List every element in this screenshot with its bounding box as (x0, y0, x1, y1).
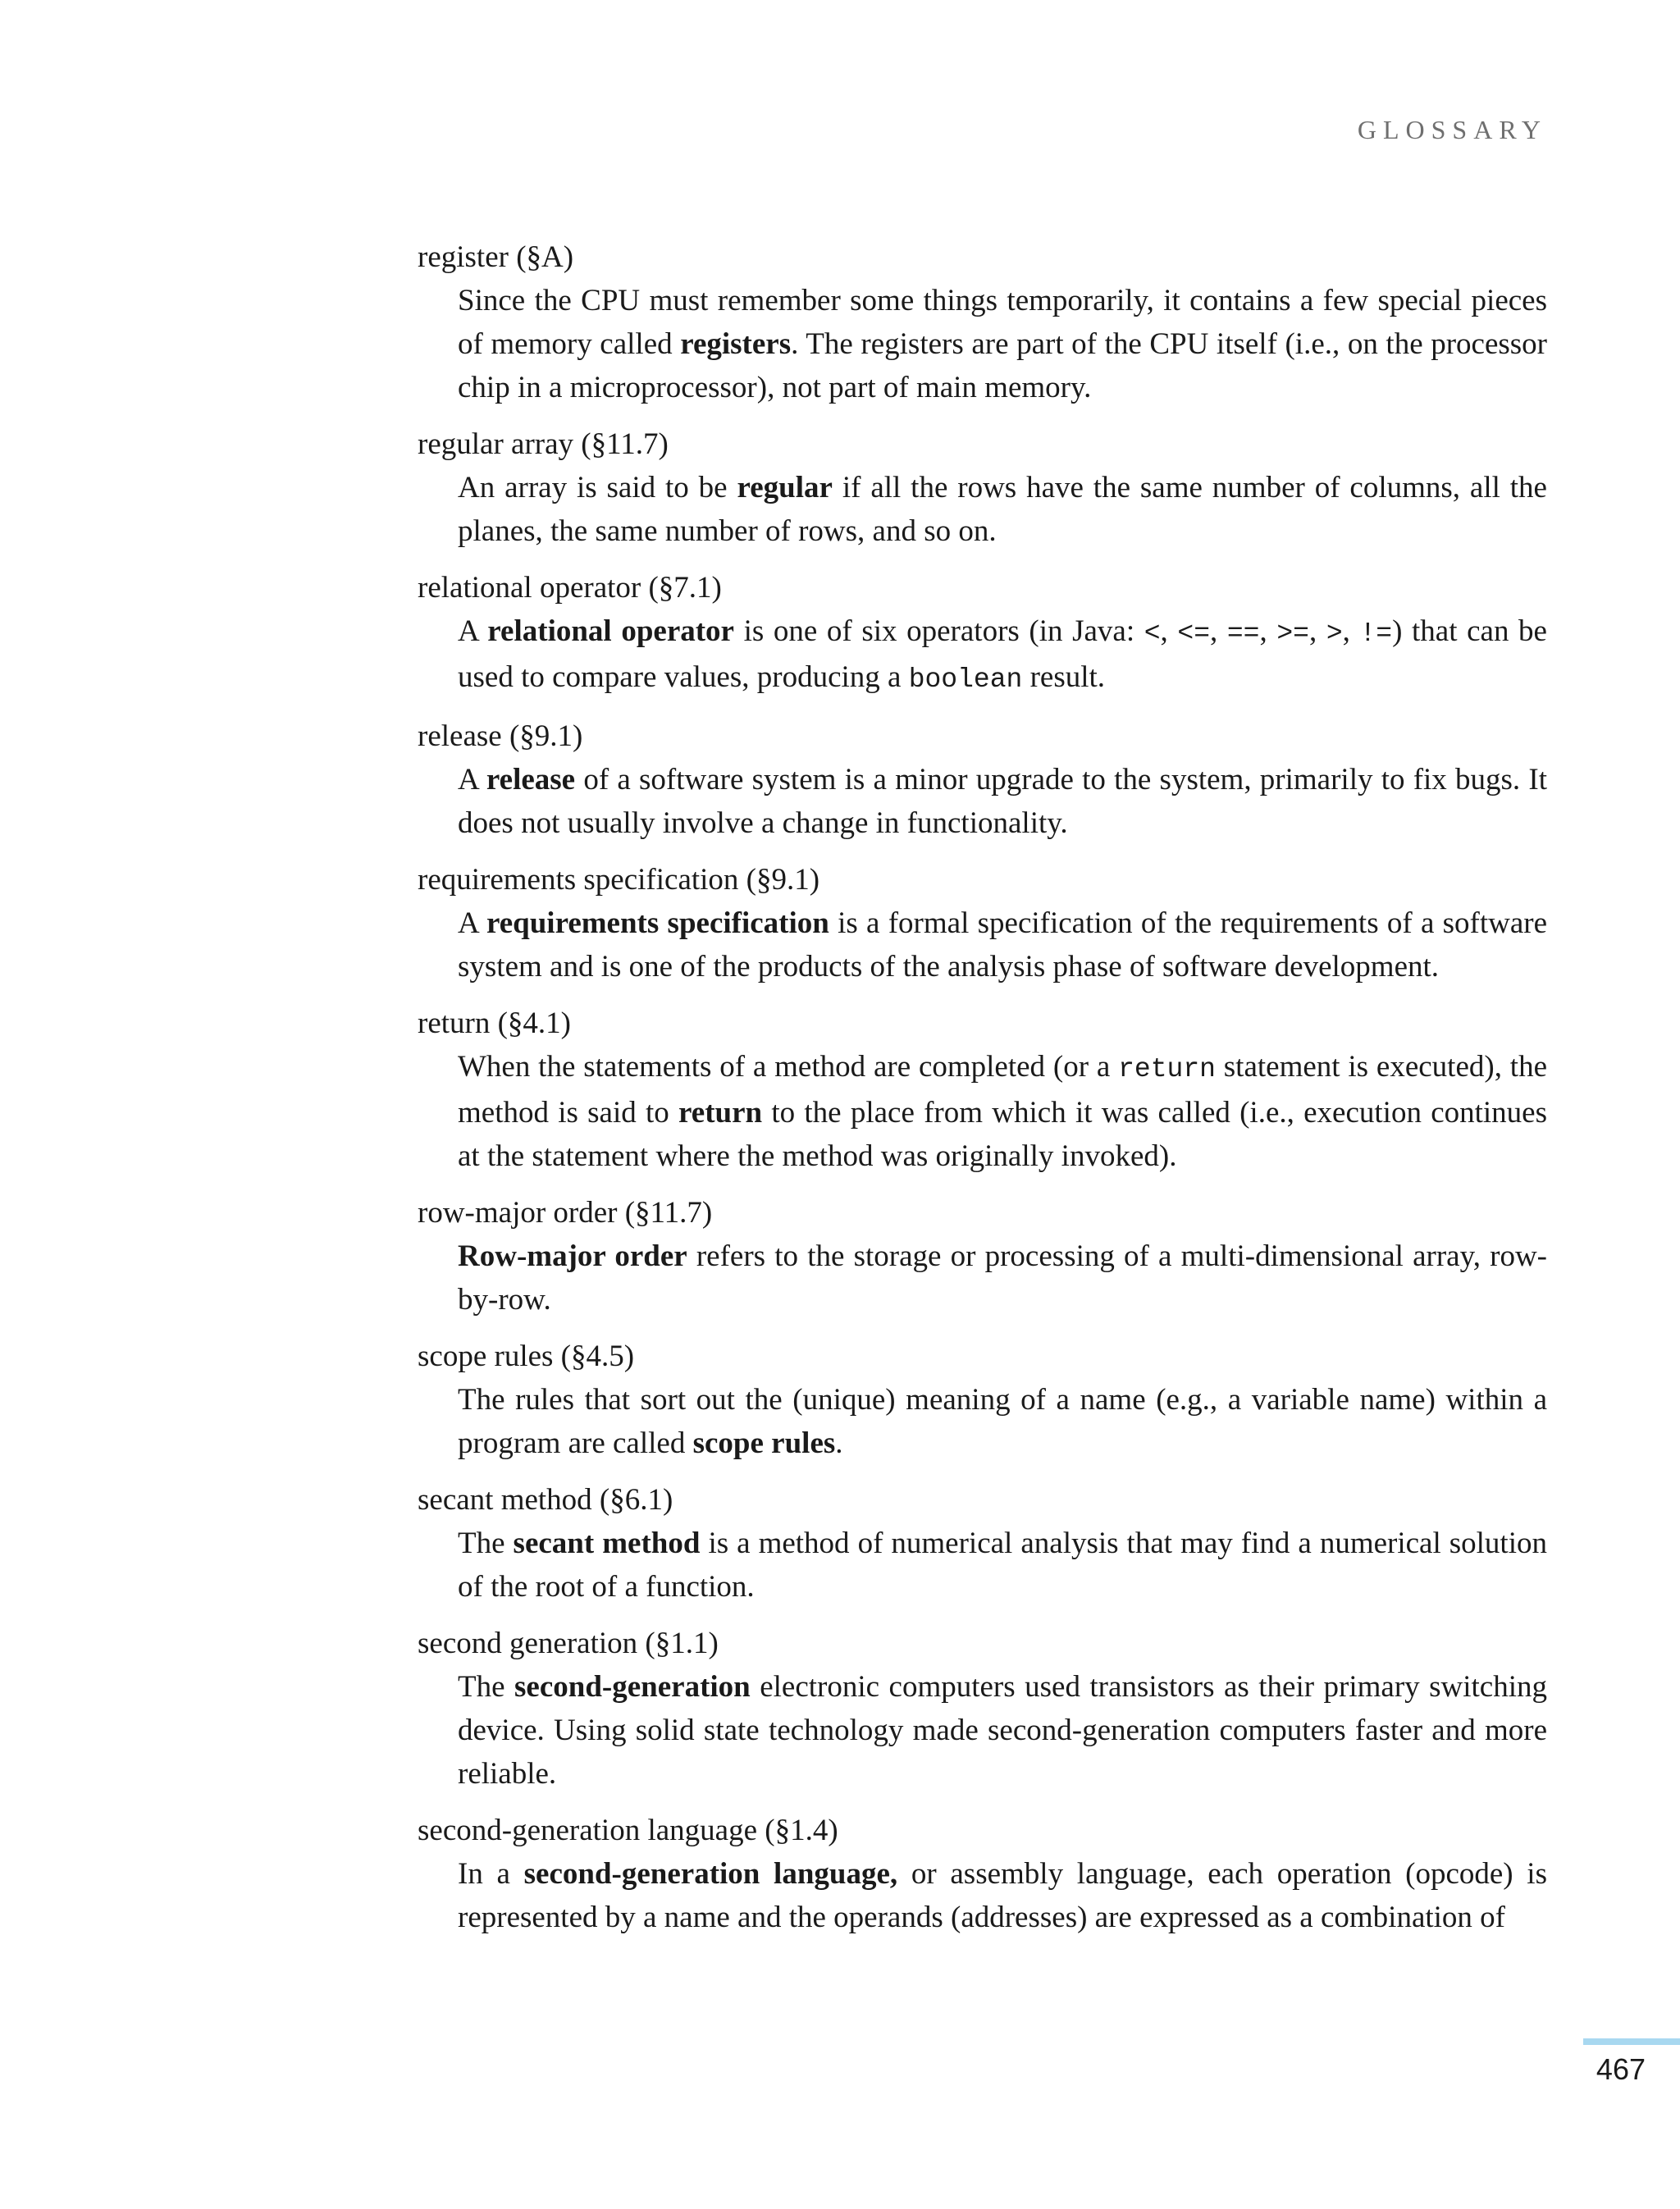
definition-text: of a software system is a minor upgrade to the system, primarily to fix bugs. It does not usually involve a change in functionality. (458, 763, 1547, 840)
code-literal: boolean (908, 664, 1023, 695)
definition-text: , (1259, 614, 1277, 648)
definition-text: is one of six operators (in Java: (733, 614, 1144, 648)
glossary-definition (458, 1378, 1547, 1465)
glossary-term: requirements specification (§9.1) (418, 863, 820, 897)
defined-term: return (678, 1096, 763, 1130)
glossary-entry (418, 714, 1547, 845)
glossary-term: row-major order (§11.7) (418, 1196, 713, 1230)
definition-text: or assembly language, each operation (opcode) is represented by a name and the operands (addresses) are expressed as a combination of (458, 1857, 1547, 1934)
code-literal: > (1326, 618, 1343, 649)
definition-text: . The registers are part of the CPU itself (i.e., on the processor chip in a microprocessor), not part of main memory. (458, 327, 1547, 404)
definition-text: The (458, 1670, 514, 1704)
definition-text: In a (458, 1857, 524, 1891)
definition-text: The (458, 1527, 514, 1560)
definition-text: if all the rows have the same number of columns, all the planes, the same number of rows, and so on. (458, 471, 1547, 548)
definition-text: is a method of numerical analysis that may find a numerical solution of the root of a function. (458, 1527, 1547, 1604)
code-literal: >= (1276, 618, 1309, 649)
definition-text: electronic computers used transistors as their primary switching device. Using solid state technology made second-generation computers faster and more reliable. (458, 1670, 1547, 1791)
glossary-term: release (§9.1) (418, 719, 583, 753)
glossary-term: relational operator (§7.1) (418, 571, 722, 605)
glossary-entry (418, 566, 1547, 701)
glossary-entry (418, 1191, 1547, 1321)
glossary-entry (418, 422, 1547, 553)
definition-text: , (1308, 614, 1326, 648)
definition-text: to the place from which it was called (i.e., execution continues at the statement where the method was originally invoked). (458, 1096, 1547, 1173)
code-literal: <= (1177, 618, 1211, 649)
code-literal: return (1118, 1054, 1216, 1084)
glossary-definition (458, 466, 1547, 553)
definition-text: result. (1022, 660, 1106, 694)
definition-text: A (458, 763, 486, 796)
glossary-definition (458, 1522, 1547, 1609)
glossary-term: regular array (§11.7) (418, 427, 669, 461)
defined-term: registers (680, 327, 792, 361)
code-literal: == (1226, 618, 1260, 649)
glossary-term: register (§A) (418, 240, 574, 274)
defined-term: second-generation language, (523, 1857, 898, 1891)
definition-text: , (1160, 614, 1178, 648)
glossary-definition (458, 1665, 1547, 1796)
definition-text: A (458, 906, 486, 940)
glossary-definition (458, 609, 1547, 701)
definition-text: ) that can be used to compare values, producing a (458, 614, 1547, 694)
definition-text: An array is said to be (458, 471, 737, 504)
glossary-definition (458, 1045, 1547, 1178)
glossary-entry (418, 235, 1547, 409)
definition-text: The rules that sort out the (unique) meaning of a name (e.g., a variable name) within a program are called (458, 1383, 1547, 1460)
defined-term: scope rules (692, 1426, 836, 1460)
definition-text: Since the CPU must remember some things temporarily, it contains a few special pieces of memory called (458, 284, 1547, 361)
glossary-entry (418, 1809, 1547, 1939)
definition-text: statement is executed), the method is said to (458, 1050, 1547, 1130)
code-literal: != (1359, 618, 1393, 649)
definition-text: , (1342, 614, 1360, 648)
definition-text: A (458, 614, 488, 648)
code-literal: < (1144, 618, 1161, 649)
defined-term: Row-major order (458, 1239, 687, 1273)
glossary-definition (458, 901, 1547, 988)
definition-text: refers to the storage or processing of a multi-dimensional array, row-by-row. (458, 1239, 1547, 1317)
glossary-entry (418, 1002, 1547, 1178)
running-head: GLOSSARY (1357, 115, 1547, 144)
glossary-term: scope rules (§4.5) (418, 1340, 635, 1373)
glossary-definition (458, 1852, 1547, 1939)
glossary-term: return (§4.1) (418, 1006, 571, 1040)
definition-text: When the statements of a method are completed (or a (458, 1050, 1119, 1084)
defined-term: requirements specification (486, 906, 829, 940)
glossary-entry (418, 1335, 1547, 1465)
glossary-definition (458, 279, 1547, 409)
glossary-entry (418, 1478, 1547, 1609)
glossary-term: second-generation language (§1.4) (418, 1814, 838, 1847)
glossary-definition (458, 1235, 1547, 1321)
glossary-list (418, 235, 1547, 1952)
definition-text: is a formal specification of the requirements of a software system and is one of the products of the analysis phase of software development. (458, 906, 1548, 984)
glossary-definition (458, 758, 1547, 845)
glossary-term: secant method (§6.1) (418, 1483, 673, 1517)
defined-term: release (486, 763, 576, 796)
glossary-term: second generation (§1.1) (418, 1627, 719, 1660)
defined-term: second-generation (514, 1670, 751, 1704)
defined-term: regular (737, 471, 833, 504)
defined-term: secant method (513, 1527, 701, 1560)
definition-text: . (835, 1426, 843, 1460)
page-number-rule (1583, 2038, 1680, 2045)
page-number: 467 (1596, 2052, 1646, 2086)
definition-text: , (1210, 614, 1227, 648)
defined-term: relational operator (487, 614, 734, 648)
glossary-entry (418, 858, 1547, 988)
glossary-entry (418, 1622, 1547, 1796)
